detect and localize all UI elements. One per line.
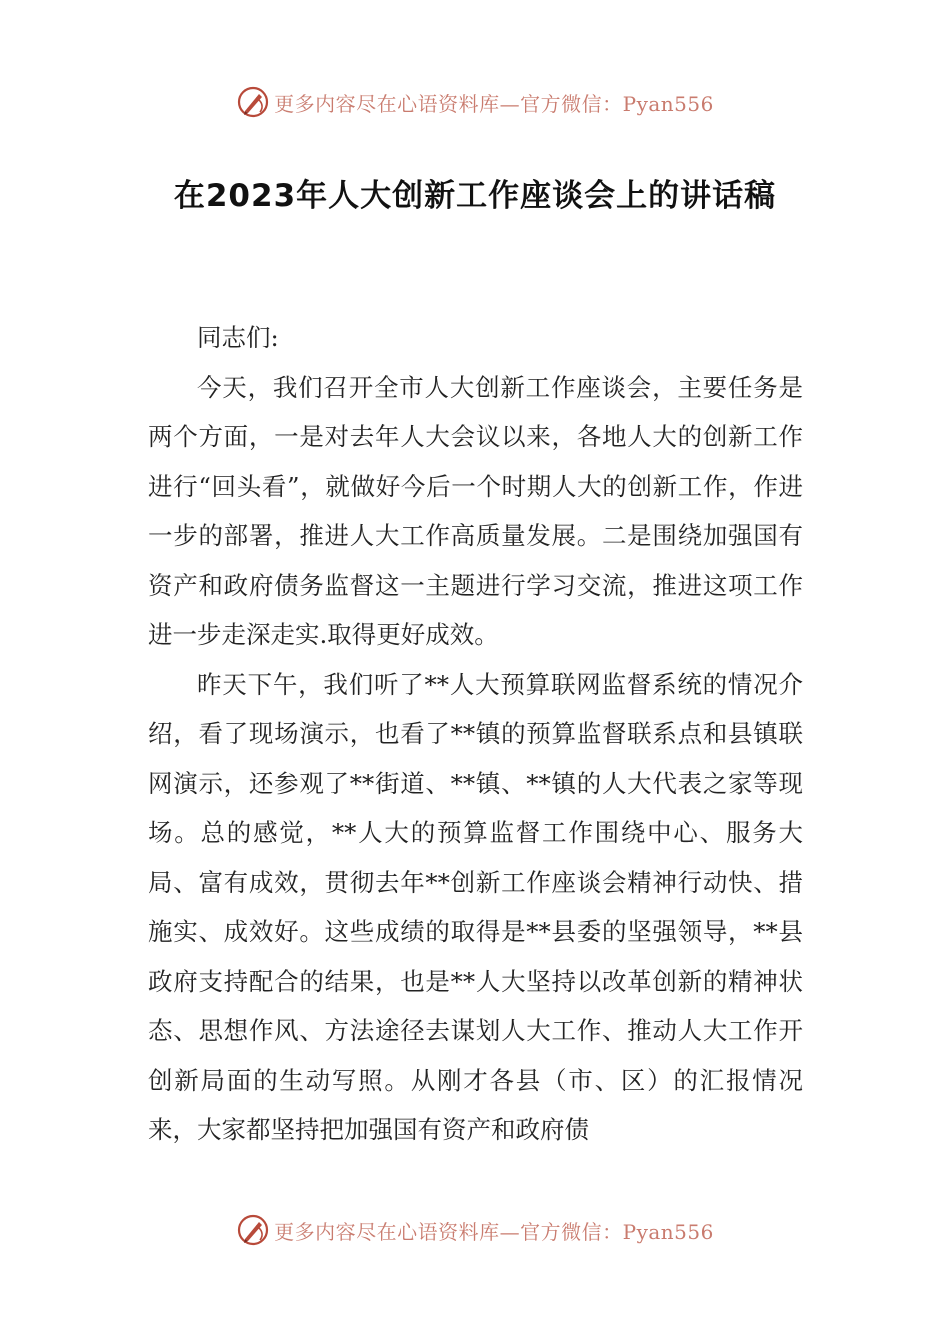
footer-banner-text: 更多内容尽在心语资料库—官方微信：Pyan556: [274, 1219, 714, 1244]
document-body: [148, 313, 803, 1155]
header-banner-text: 更多内容尽在心语资料库—官方微信：Pyan556: [274, 91, 714, 116]
pen-logo-icon: [236, 85, 270, 119]
document-title: 在2023年人大创新工作座谈会上的讲话稿: [173, 178, 777, 214]
paragraph-1: 今天，我们召开全市人大创新工作座谈会，主要任务是两个方面，一是对去年人大会议以来，各地人大的创新工作进行“回头看”，就做好今后一个时期人大的创新工作，作进一步的部署，推进人大工作高质量发展。二是围绕加强国有资产和政府债务监督这一主题进行学习交流，推进这项工作进一步走深走实.取得更好成效。: [148, 372, 803, 649]
salutation: 同志们:: [197, 323, 279, 352]
header-banner: [0, 82, 950, 122]
footer-banner: [0, 1210, 950, 1250]
pen-logo-icon: [236, 1213, 270, 1247]
paragraph-2: 昨天下午，我们听了**人大预算联网监督系统的情况介绍，看了现场演示，也看了**镇的预算监督联系点和县镇联网演示，还参观了**街道、**镇、**镇的人大代表之家等现场。总的感觉，**人大的预算监督工作围绕中心、服务大局、富有成效，贯彻去年**创新工作座谈会精神行动快、措施实、成效好。这些成绩的取得是**县委的坚强领导，**县政府支持配合的结果，也是**人大坚持以改革创新的精神状态、思想作风、方法途径去谋划人大工作、推动人大工作开创新局面的生动写照。从刚才各县（市、区）的汇报情况来，大家都坚持把加强国有资产和政府债: [148, 669, 803, 1144]
